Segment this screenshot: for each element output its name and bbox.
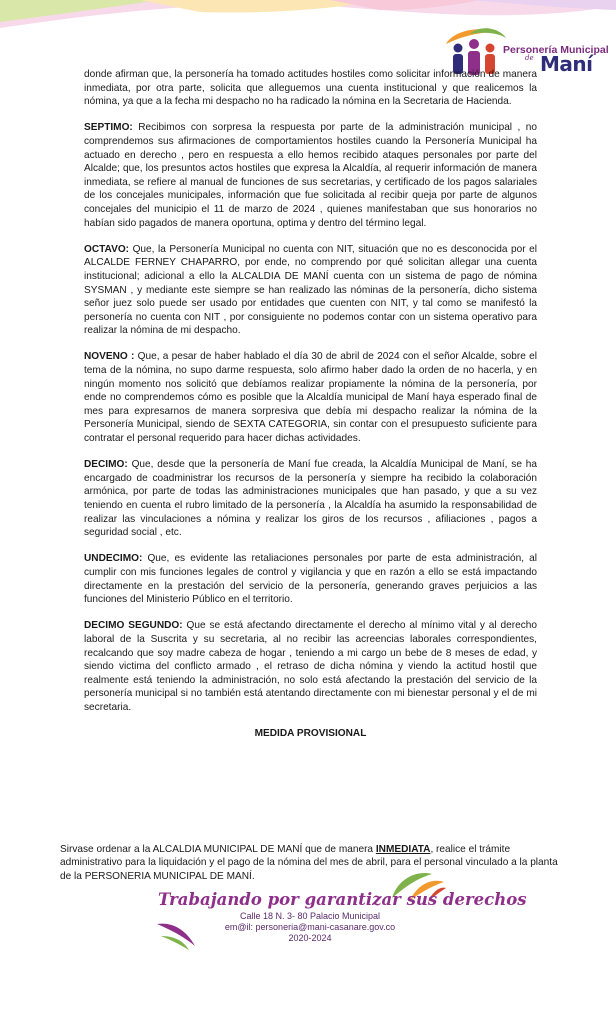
paragraph-undecimo xyxy=(84,552,537,606)
paragraph-label: SEPTIMO: xyxy=(84,122,133,134)
paragraph-decimo xyxy=(84,458,537,540)
section-heading: MEDIDA PROVISIONAL xyxy=(254,728,367,740)
paragraph-text: Recibimos con sorpresa la respuesta por parte de la administración municipal , no comprendemos sus afirmaciones de comportamientos hostiles cuando la Personería Municipal ha actuado en derecho , pero en respuesta a ello hemos recibido ataques personales por parte del Alcalde; que, los presuntos actos hostiles que expresa la Alcaldía, al requerir información de manera inmediata, se refiere al manual de funciones de sus secretarias, y certificado de los pagos salariales de los concejales municipales, información que fue solicitada al recibir queja por parte de algunos concejales del municipio el 11 de marzo de 2024 , quienes manifestaban que sus honorarios no habían sido pagados de manera oportuna, optima y dentro del término legal. xyxy=(84,122,537,229)
paragraph-label: DECIMO SEGUNDO: xyxy=(84,620,183,632)
paragraph-text: Que, a pesar de haber hablado el día 30 de abril de 2024 con el señor Alcalde, sobre el tema de la nómina, no supo darme respuesta, solo afirmo haber dado la orden de no hacerla, y en ningún momento nos solicitó que debíamos realizar propiamente la nómina de la personería, por ende no comprendemos cómo es posible que la Alcaldía municipal de Maní haya esperado final de mes para expresarnos de manera sorpresiva que debía mi despacho realizar la nómina de la Personería Municipal, siendo de SEXTA CATEGORIA, sin contar con el presupuesto suficiente para contratar el personal requerido para hacer dichas actividades. xyxy=(84,351,537,445)
logo-de: de xyxy=(525,54,534,62)
medida-text-before: Sirvase ordenar a la ALCALDIA MUNICIPAL DE MANÍ que de manera xyxy=(60,844,376,855)
footer-address: Calle 18 N. 3- 80 Palacio Municipal xyxy=(239,911,381,921)
footer-email: em@il: personeria@mani-casanare.gov.co xyxy=(224,922,396,932)
paragraph-label: DECIMO: xyxy=(84,459,128,471)
paragraph-label: OCTAVO: xyxy=(84,243,130,255)
paragraph-text: Que, la Personería Municipal no cuenta con NIT, situación que no es desconocida por el ALCALDE FERNEY CHAPARRO, por ende, no comprendo por qué solicitan allegar una cuenta institucional; adicional a ello la ALCALDIA DE MANÍ cuenta con un sistema de pago de nómina SYSMAN , y mediante este siempre se han realizado las nóminas de la personería, dicho sistema señor juez solo puede ser usado por entidades que cuenten con NIT, y tal como se manifestó la personería no cuenta con NIT , por consiguiente no podemos contar con un sistema operativo para realizar la nómina de mi despacho. xyxy=(84,243,537,337)
paragraph-octavo xyxy=(84,243,537,338)
logo-name: Maní xyxy=(540,52,593,76)
paragraph-text: Que, desde que la personería de Maní fue creada, la Alcaldía Municipal de Maní, se ha encargado de coadministrar los recursos de la personería y siempre ha recibido la colaboración armónica, por parte de todas las administraciones municipales que han pasado, y que a su vez teniendo en cuenta el rubro limitado de la personería , la Alcaldía ha asumido la responsabilidad de realizar las vinculaciones a nómina y realizar los giros de los recursos , afiliaciones , pagos a seguridad social , etc. xyxy=(84,459,537,539)
paragraph-text: Que se está afectando directamente el derecho al mínimo vital y al derecho laboral de la Suscrita y su secretaria, al no recibir las acreencias laborales correspondientes, recalcando que soy madre cabeza de hogar , teniendo a mi cargo un bebe de 8 meses de edad, y siendo victima del conflicto armado , el retraso de dicha nómina y viendo la actitud hostil que realmente está teniendo la administración, no solo está afectando la prestación del servicio de la personería municipal si no también está atentando directamente con mi bienestar personal y el de mi secretaria. xyxy=(84,620,537,713)
document-body xyxy=(84,68,537,753)
medida-emphasis: INMEDIATA xyxy=(375,844,431,855)
medida-paragraph xyxy=(60,843,560,883)
paragraph-septimo xyxy=(84,121,537,230)
intro-paragraph: donde afirman que, la personería ha tomado actitudes hostiles como solicitar información de manera inmediata, por otra parte, solicita que alleguemos una cuenta institucional y que realicemos la nómina, ya que a la fecha mi despacho no ha radicado la nómina en la Secretaria de Hacienda. xyxy=(84,69,537,108)
paragraph-label: UNDECIMO: xyxy=(84,553,143,565)
paragraph-label: NOVENO : xyxy=(84,351,135,363)
logo-title: Personería Municipal xyxy=(503,44,609,56)
paragraph-text: Que, es evidente las retaliaciones personales por parte de esta administración, al cumplir con mis funciones legales de control y vigilancia y que en razón a ello se está impactando directamente en la prestación del servicio de la personería, generando graves perjuicios a las funciones del Ministerio Público en el territorio. xyxy=(84,553,537,606)
paragraph-decimo-segundo xyxy=(84,619,537,714)
footer-period: 2020-2024 xyxy=(288,933,332,943)
medida-text-after: , realice el trámite administrativo para la liquidación y el pago de la nómina del mes de abril, para el personal vinculado a la planta de la PERSONERIA MUNICIPAL DE MANÍ. xyxy=(60,844,558,882)
paragraph-noveno xyxy=(84,350,537,445)
footer-slogan: Trabajando por garantizar sus derechos xyxy=(158,890,527,909)
